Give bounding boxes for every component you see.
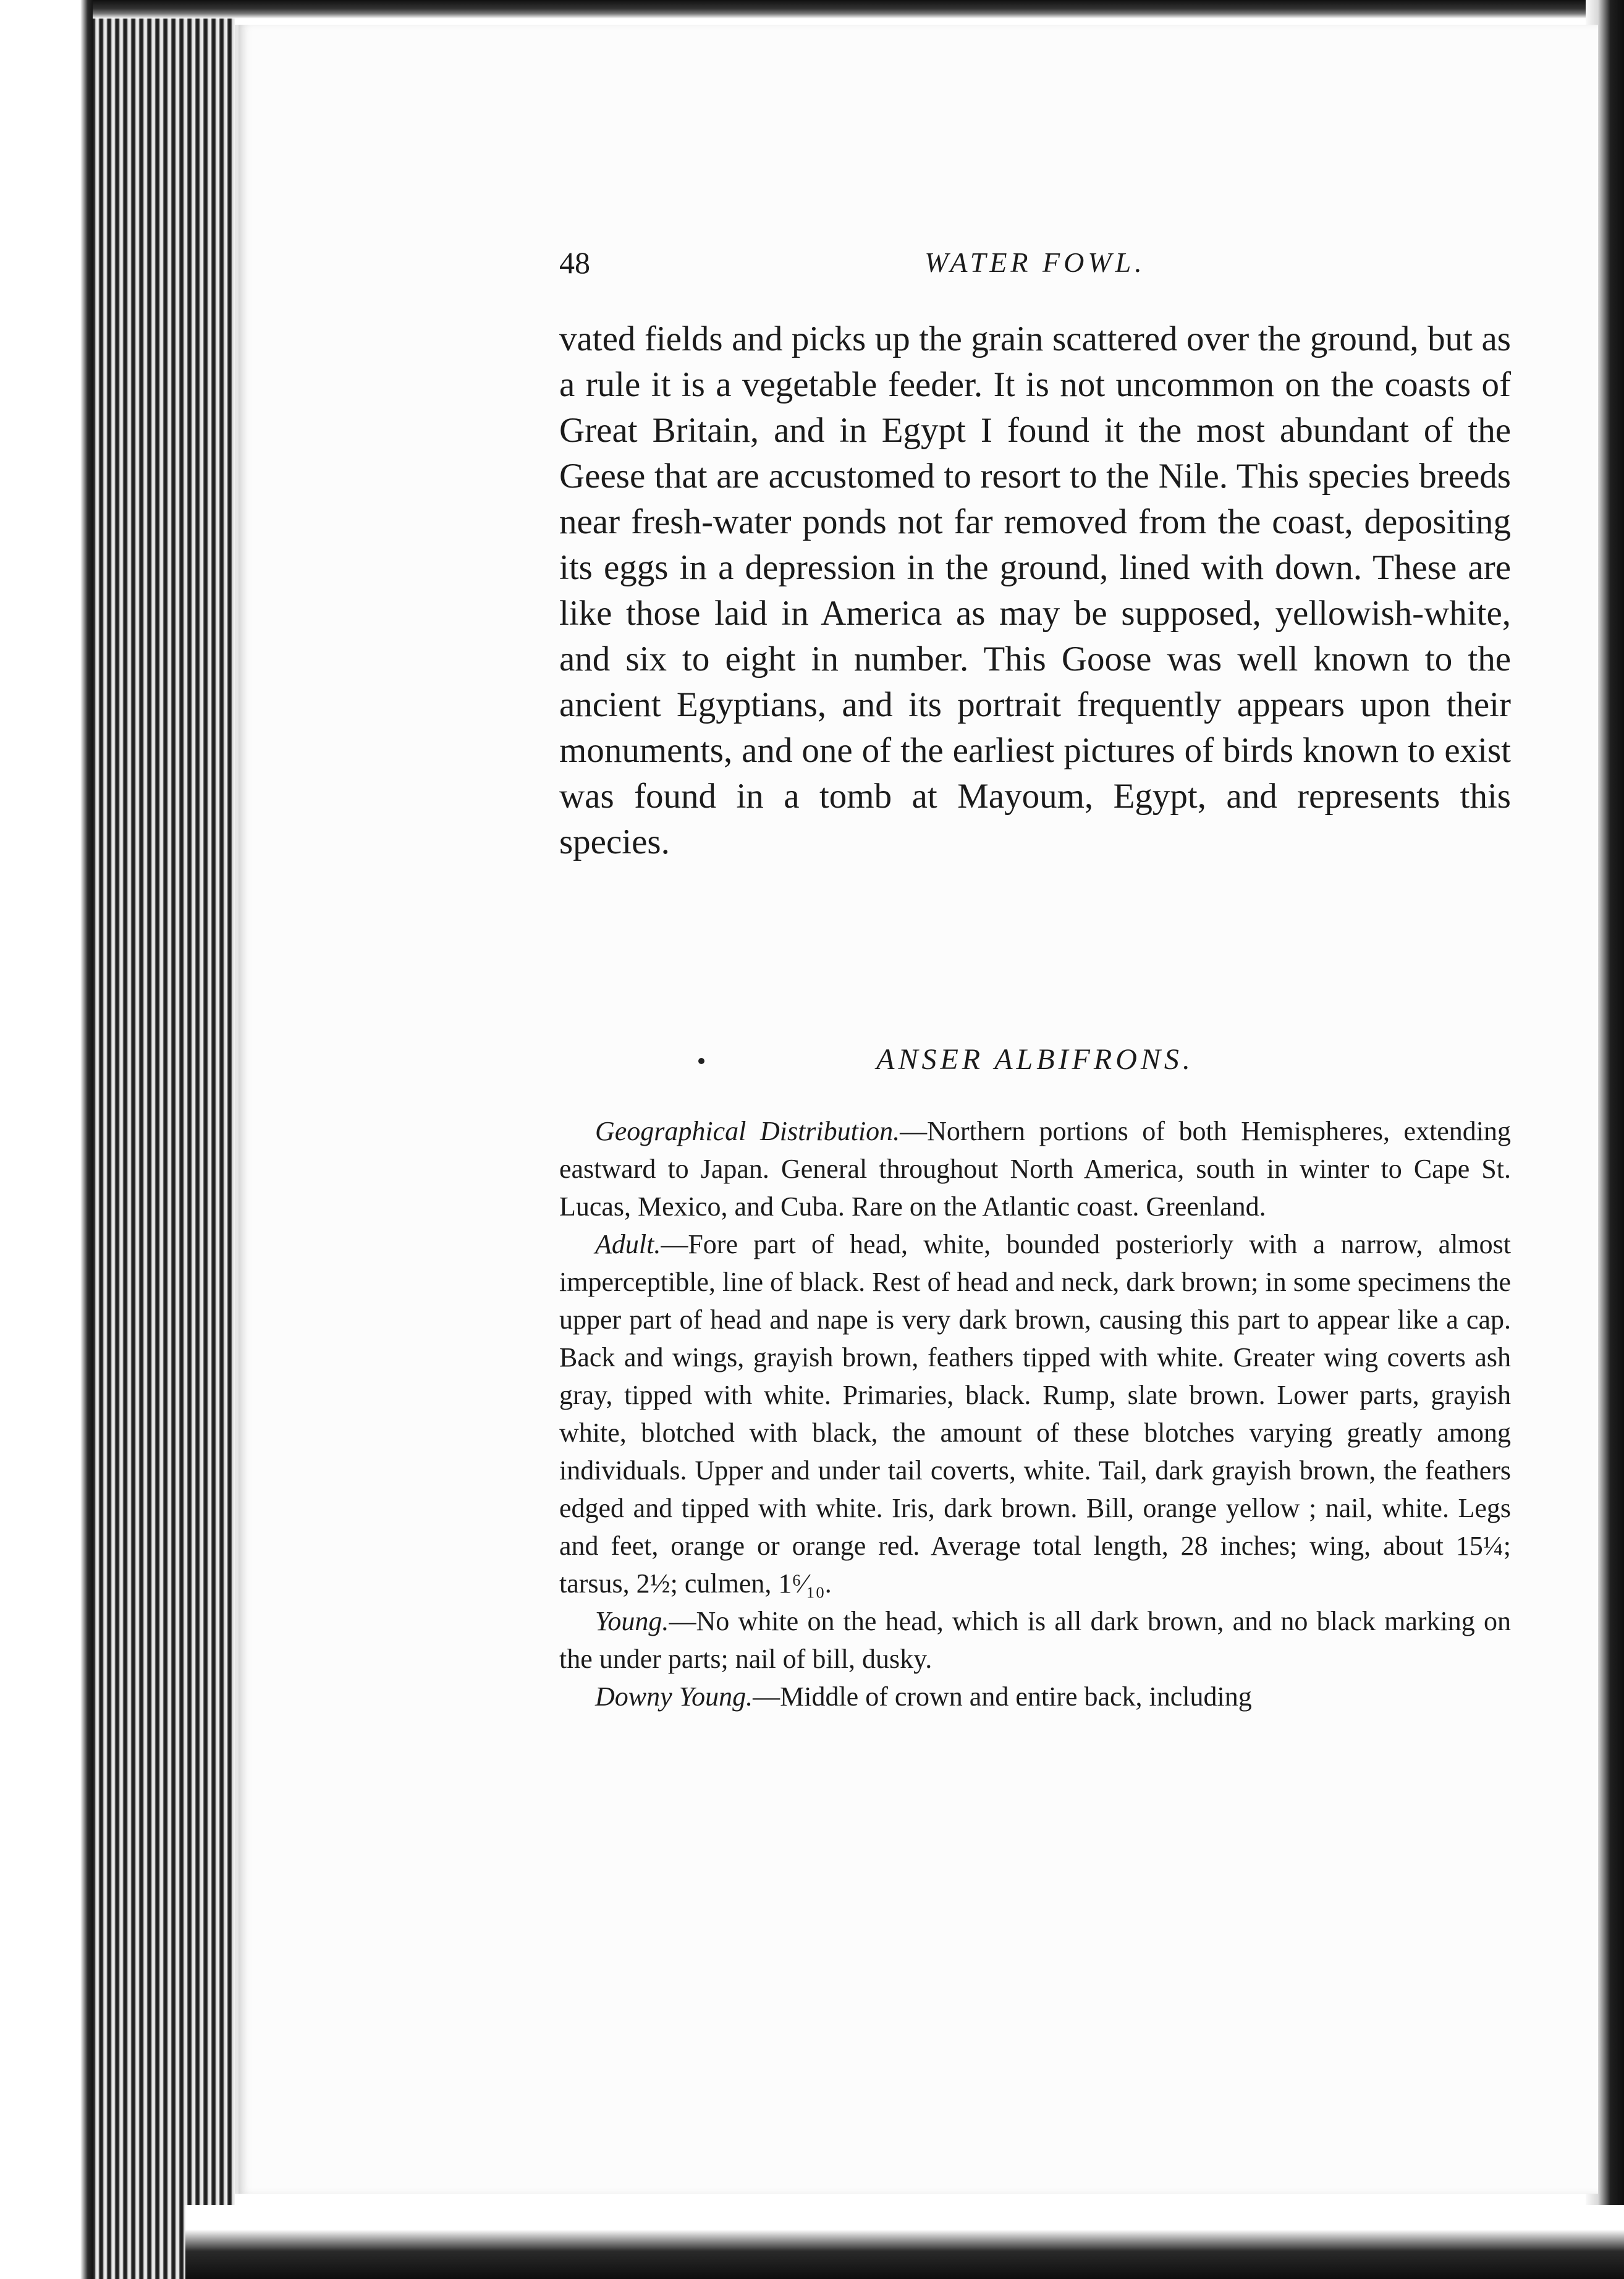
entry-label: Geographical Distribution. xyxy=(595,1116,900,1146)
entry-text: —Fore part of head, white, bounded posteriorly with a narrow, almost imperceptible, line of black. Rest of head and neck, dark brown; in some specimens the upper part of head and nape is very dark brown, causing this part to appear like a cap. Back and wings, grayish brown, feathers tipped with white. Greater wing coverts ash gray, tipped with white. Primaries, black. Rump, slate brown. Lower parts, grayish white, blotched with black, the amount of these blotches varying greatly among individuals. Upper and under tail coverts, white. Tail, dark grayish brown, the feathers edged and tipped with white. Iris, dark brown. Bill, orange yellow ; nail, white. Legs and feet, orange or orange red. Average total length, 28 inches; wing, about 15¼; tarsus, 2½; culmen, 1⁶⁄₁₀. xyxy=(559,1229,1511,1599)
entry-text: —No white on the head, which is all dark brown, and no black marking on the under parts; nail of bill, dusky. xyxy=(559,1606,1511,1674)
entry-label: Adult. xyxy=(595,1229,661,1259)
body-paragraph xyxy=(559,316,1511,865)
page-number: 48 xyxy=(559,245,590,280)
entry-text: —Northern portions of both Hemispheres, extending eastward to Japan. General throughout North America, south in winter to Cape St. Lucas, Mexico, and Cuba. Rare on the Atlantic coast. Greenland. xyxy=(559,1116,1511,1222)
book-page-edges xyxy=(93,0,235,2279)
scan-left-margin xyxy=(0,0,93,2279)
entry-downy-young xyxy=(559,1678,1511,1715)
scan-bottom-edge xyxy=(185,2205,1624,2279)
entry-label: Downy Young. xyxy=(595,1681,753,1712)
entry-adult xyxy=(559,1225,1511,1602)
section-title: ANSER ALBIFRONS. xyxy=(876,1043,1194,1076)
body-paragraph-text: vated fields and picks up the grain scattered over the ground, but as a rule it is a vegetable feeder. It is not uncommon on the coasts of Great Britain, and in Egypt I found it the most abundant of the Geese that are accustomed to resort to the Nile. This species breeds near fresh-water ponds not far removed from the coast, depositing its eggs in a depression in the ground, lined with down. These are like those laid in America as may be supposed, yellowish-white, and six to eight in number. This Goose was well known to the ancient Egyptians, and its portrait frequently appears upon their monuments, and one of the earliest pictures of birds known to exist was found in a tomb at Mayoum, Egypt, and represents this species. xyxy=(559,319,1511,861)
page-header xyxy=(559,241,1511,284)
running-head: WATER FOWL. xyxy=(924,247,1146,278)
entry-text: —Middle of crown and entire back, including xyxy=(753,1681,1252,1712)
species-description xyxy=(559,1112,1511,1715)
scan-top-edge xyxy=(93,0,1624,19)
entry-label: Young. xyxy=(595,1606,669,1636)
entry-geographical-distribution xyxy=(559,1112,1511,1225)
entry-young xyxy=(559,1602,1511,1678)
